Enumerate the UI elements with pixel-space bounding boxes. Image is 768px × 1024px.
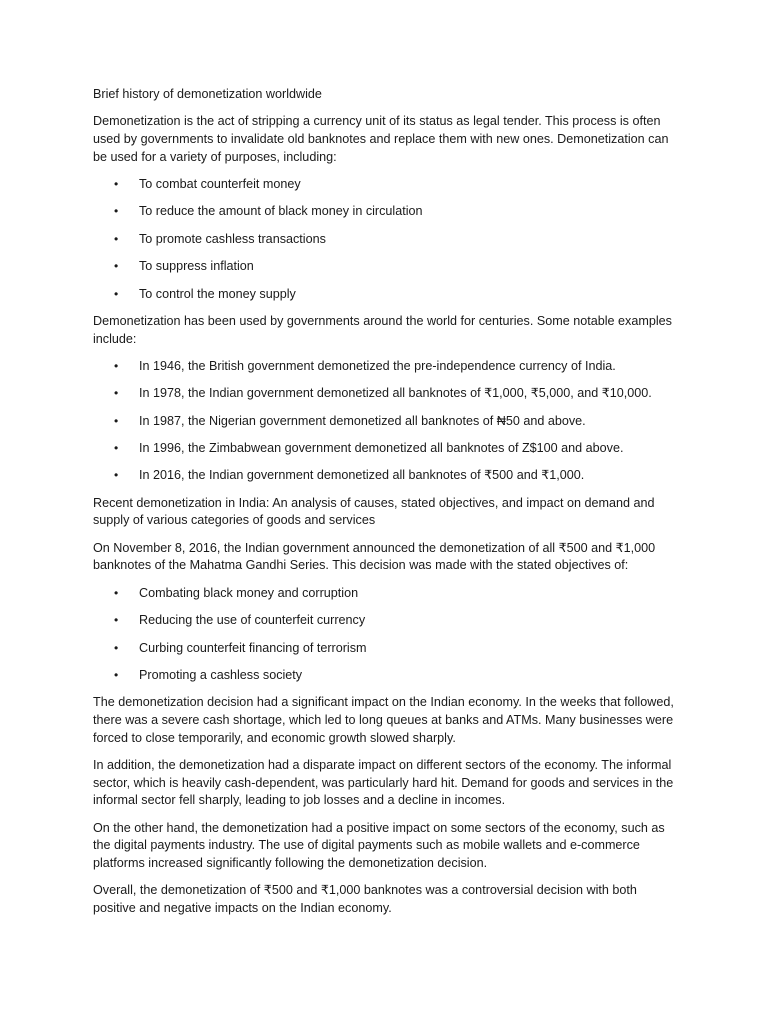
list-item <box>93 585 683 603</box>
list-item <box>93 640 683 658</box>
list-item-text: In 1946, the British government demonetized the pre-independence currency of India. <box>139 358 616 373</box>
bullet-icon: • <box>114 176 119 191</box>
examples-list <box>93 358 683 485</box>
bullet-icon: • <box>114 286 119 301</box>
bullet-icon: • <box>114 585 119 600</box>
bullet-icon: • <box>114 413 119 428</box>
bullet-icon: • <box>114 231 119 246</box>
list-item <box>93 258 683 276</box>
list-item-text: Promoting a cashless society <box>139 668 303 682</box>
body-paragraph: Overall, the demonetization of ₹500 and ₹1,000 banknotes was a controversial decision with both positive and negative impacts on the Indian economy. <box>93 883 637 915</box>
list-item <box>93 286 683 304</box>
list-item-text: Reducing the use of counterfeit currency <box>139 613 366 628</box>
examples-intro-paragraph: Demonetization has been used by governments around the world for centuries. Some notable examples include: <box>93 313 672 346</box>
list-item-text: In 1987, the Nigerian government demonetized all banknotes of ₦50 and above. <box>139 413 586 428</box>
purposes-list <box>93 176 683 303</box>
bullet-icon: • <box>114 468 119 483</box>
bullet-icon: • <box>114 386 119 401</box>
list-item <box>93 358 683 376</box>
bullet-icon: • <box>114 441 119 456</box>
list-item-text: To combat counterfeit money <box>139 176 301 191</box>
list-item-text: Curbing counterfeit financing of terrorism <box>139 640 367 655</box>
list-item-text: In 2016, the Indian government demonetized all banknotes of ₹500 and ₹1,000. <box>139 468 585 483</box>
list-item <box>93 440 683 458</box>
section-intro-paragraph: On November 8, 2016, the Indian government announced the demonetization of all ₹500 and ₹1,000 banknotes of the Mahatma Gandhi Series. This decision was made with the stated objectives of: <box>93 540 656 573</box>
body-paragraph: On the other hand, the demonetization had a positive impact on some sectors of the economy, such as the digital payments industry. The use of digital payments such as mobile wallets and e-commerce platforms increased significantly following the demonetization decision. <box>93 820 665 870</box>
list-item <box>93 203 683 221</box>
list-item-text: To control the money supply <box>139 286 296 301</box>
body-paragraph: The demonetization decision had a significant impact on the Indian economy. In the weeks that followed, there was a severe cash shortage, which led to long queues at banks and ATMs. Many businesses were forced to close temporarily, and economic growth slowed sharply. <box>93 695 674 745</box>
section-heading: Recent demonetization in India: An analysis of causes, stated objectives, and impact on demand and supply of various categories of goods and services <box>93 495 655 528</box>
list-item <box>93 176 683 194</box>
list-item-text: To promote cashless transactions <box>139 231 326 246</box>
bullet-icon: • <box>114 613 119 628</box>
list-item <box>93 413 683 431</box>
list-item-text: In 1978, the Indian government demonetized all banknotes of ₹1,000, ₹5,000, and ₹10,000. <box>139 386 652 401</box>
bullet-icon: • <box>114 668 119 682</box>
list-item <box>93 385 683 403</box>
document-body <box>93 86 683 917</box>
list-item-text: To reduce the amount of black money in circulation <box>139 204 423 219</box>
bullet-icon: • <box>114 358 119 373</box>
bullet-icon: • <box>114 259 119 274</box>
list-item <box>93 231 683 249</box>
document-title: Brief history of demonetization worldwide <box>93 87 322 101</box>
bullet-icon: • <box>114 640 119 655</box>
intro-paragraph: Demonetization is the act of stripping a currency unit of its status as legal tender. This process is often used by governments to invalidate old banknotes and replace them with new ones. Demonetization can be used for a variety of purposes, including: <box>93 114 669 164</box>
list-item-text: Combating black money and corruption <box>139 585 359 600</box>
body-paragraph: In addition, the demonetization had a disparate impact on different sectors of the economy. The informal sector, which is heavily cash-dependent, was particularly hard hit. Demand for goods and services in the informal sector fell sharply, leading to job losses and a decline in incomes. <box>93 757 674 808</box>
list-item-text: In 1996, the Zimbabwean government demonetized all banknotes of Z$100 and above. <box>139 441 624 456</box>
list-item <box>93 467 683 485</box>
bullet-icon: • <box>114 204 119 219</box>
objectives-list <box>93 585 683 685</box>
list-item-text: To suppress inflation <box>139 259 254 274</box>
list-item <box>93 667 683 685</box>
list-item <box>93 612 683 630</box>
